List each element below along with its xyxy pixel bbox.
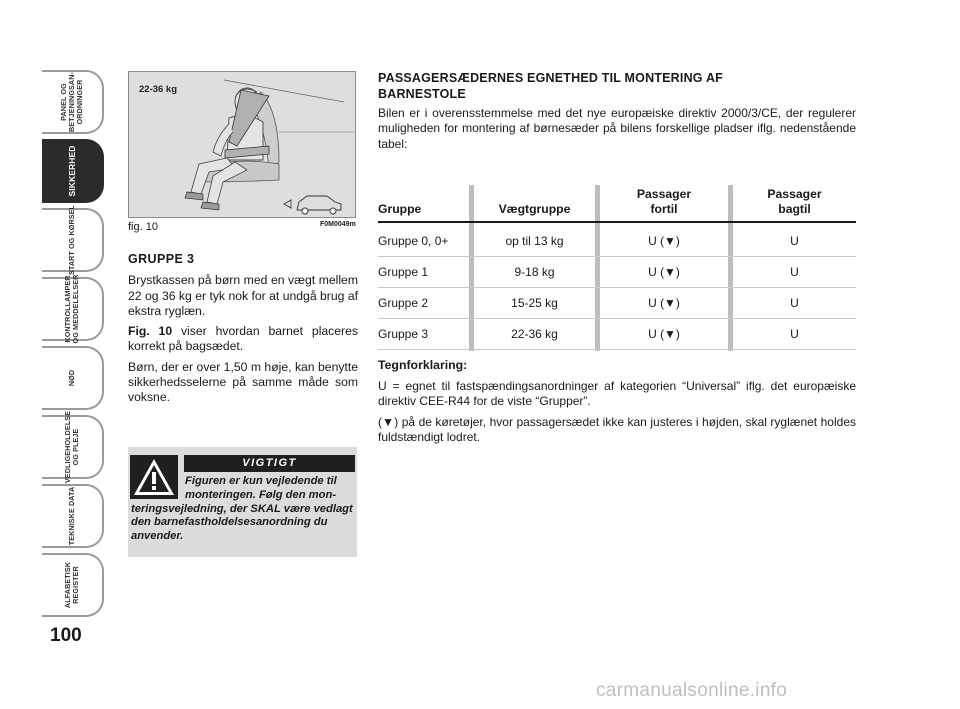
legend-universal: U = egnet til fastspændingsanordninger af kategorien “Universal” iflg. det europæiske direktiv CEE-R44 for de viste “Grupper”. — [378, 378, 856, 408]
header-group: Gruppe — [378, 202, 422, 216]
table-cell-front: U (▼) — [648, 296, 680, 310]
table-cell-weight: 9-18 kg — [514, 265, 555, 279]
row-rule — [378, 287, 856, 288]
row-rule — [378, 318, 856, 319]
figure-child-seat — [128, 71, 356, 218]
table-cell-group: Gruppe 2 — [378, 296, 429, 310]
left-column — [128, 252, 358, 411]
car-icon — [284, 196, 341, 214]
tab-kontrollamper[interactable]: KONTROLLAMPER OG MEDDELELSER — [42, 277, 104, 341]
table-cell-group: Gruppe 0, 0+ — [378, 234, 449, 248]
header-weight: Vægtgruppe — [498, 202, 571, 216]
row-rule — [378, 349, 856, 350]
tab-vedligeholdelse[interactable]: VEDLIGEHOLDELSE OG PLEJE — [42, 415, 104, 479]
right-column — [378, 70, 856, 152]
table-cell-front: U (▼) — [648, 234, 680, 248]
intro-paragraph: Bilen er i overensstemmelse med det nye europæiske direktiv 2000/3/CE, der regulerer muligheden for montering af børnesæder på bilens forskellige pladser iflg. nedenstående tabel: — [378, 106, 856, 151]
tab-sikkerhed[interactable]: SIKKERHED — [42, 139, 104, 203]
warning-title: VIGTIGT — [184, 455, 355, 472]
table-cell-rear: U — [790, 296, 799, 310]
suitability-table — [378, 185, 856, 351]
legend — [378, 358, 856, 451]
page-number: 100 — [50, 625, 82, 646]
table-cell-rear: U — [790, 265, 799, 279]
table-cell-weight: 22-36 kg — [511, 327, 558, 341]
table-cell-front: U (▼) — [648, 265, 680, 279]
group3-heading: GRUPPE 3 — [128, 252, 195, 266]
group3-paragraph-3: Børn, der er over 1,50 m høje, kan benytte sikkerhedsselerne på samme måde som voksne. — [128, 359, 358, 405]
row-rule — [378, 256, 856, 257]
table-cell-group: Gruppe 1 — [378, 265, 429, 279]
section-heading: PASSAGERSÆDERNES EGNETHED TIL MONTERING AF BARNESTOLE — [378, 71, 724, 101]
figure-reference: Fig. 10 — [128, 324, 173, 339]
figure-weight-label: 22-36 kg — [139, 84, 178, 95]
table-cell-front: U (▼) — [648, 327, 680, 341]
tab-panel[interactable]: PANEL OG BETJENINGSAN- ORDNINGER — [42, 70, 104, 134]
header-front-passenger: Passager fortil — [636, 187, 692, 216]
tab-register[interactable]: ALFABETISK REGISTER — [42, 553, 104, 617]
watermark: carmanualsonline.info — [596, 680, 788, 701]
legend-arrow-note: (▼) på de køretøjer, hvor passagersædet ikke kan justeres i højden, skal ryglænet holdes fuldstændigt lodret. — [378, 414, 856, 444]
table-cell-rear: U — [790, 234, 799, 248]
child-seatbelt-illustration — [129, 72, 355, 217]
tab-nod[interactable]: NØD — [42, 346, 104, 410]
warning-text: Figuren er kun vejledende til monteringen. Følg den mon- teringsvejledning, der SKAL være vedlagt den barnefastholdelsesanordning du anvender. — [131, 475, 353, 543]
table-cell-group: Gruppe 3 — [378, 327, 429, 341]
group3-paragraph-2: Fig. 10 viser hvordan barnet placeres korrekt på bagsædet. — [128, 324, 358, 354]
header-rear-passenger: Passager bagtil — [767, 187, 822, 216]
header-rule — [378, 221, 856, 223]
warning-box — [128, 447, 357, 557]
figure-code: F0M0049m — [320, 221, 356, 228]
table-cell-rear: U — [790, 327, 799, 341]
table-cell-weight: op til 13 kg — [505, 234, 564, 248]
legend-title: Tegnforklaring: — [378, 358, 468, 372]
figure-caption: fig. 10 — [128, 221, 158, 233]
tab-tekniske-data[interactable]: TEKNISKE DATA — [42, 484, 104, 548]
table-cell-weight: 15-25 kg — [511, 296, 558, 310]
group3-paragraph-1: Brystkassen på børn med en vægt mellem 22 og 36 kg er tyk nok for at undgå brug af ekstra ryglæn. — [128, 273, 358, 318]
tab-start[interactable]: START OG KØRSEL — [42, 208, 104, 272]
